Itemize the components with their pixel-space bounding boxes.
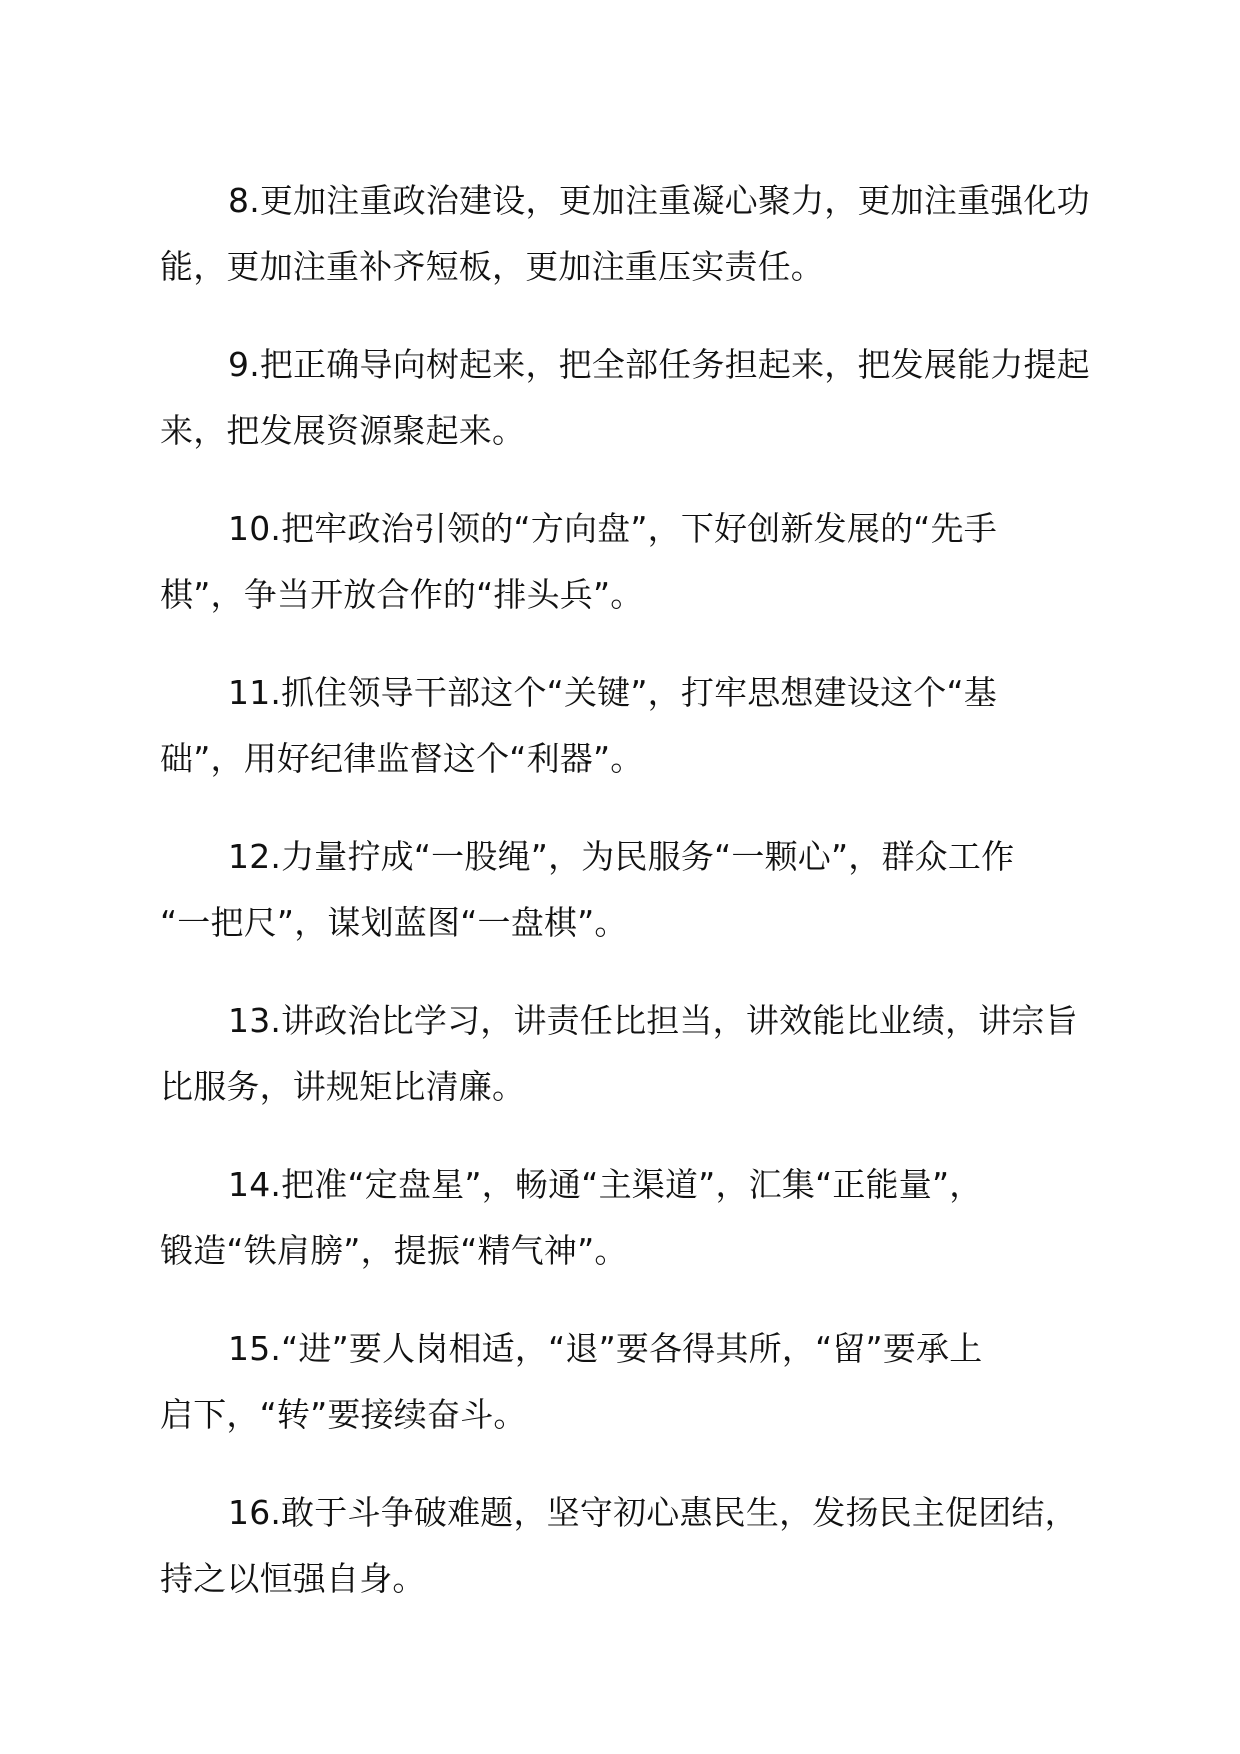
paragraph-line: 16.敢于斗争破难题，坚守初心惠民生，发扬民主促团结， [228,1493,1078,1532]
paragraph-12 [160,824,1090,956]
paragraph-line: 13.讲政治比学习，讲责任比担当，讲效能比业绩，讲宗旨 [228,1001,1078,1040]
paragraph-16 [160,1480,1090,1612]
paragraph-line: 棋”，争当开放合作的“排头兵”。 [160,575,644,614]
paragraph-14 [160,1152,1090,1284]
paragraph-13 [160,988,1090,1120]
paragraph-line: “一把尺”，谋划蓝图“一盘棋”。 [160,903,628,942]
paragraph-line: 础”，用好纪律监督这个“利器”。 [160,739,644,778]
paragraph-line: 锻造“铁肩膀”，提振“精气神”。 [160,1231,628,1270]
document-body [160,168,1090,1644]
paragraph-line: 14.把准“定盘星”，畅通“主渠道”，汇集“正能量”， [228,1165,983,1204]
paragraph-line: 来，把发展资源聚起来。 [160,411,526,450]
paragraph-line: 10.把牢政治引领的“方向盘”，下好创新发展的“先手 [228,509,997,548]
paragraph-15 [160,1316,1090,1448]
paragraph-11 [160,660,1090,792]
paragraph-line: 8.更加注重政治建设，更加注重凝心聚力，更加注重强化功 [228,181,1090,220]
paragraph-line: 15.“进”要人岗相适，“退”要各得其所，“留”要承上 [228,1329,983,1368]
paragraph-line: 9.把正确导向树起来，把全部任务担起来，把发展能力提起 [228,345,1090,384]
paragraph-10 [160,496,1090,628]
paragraph-line: 启下，“转”要接续奋斗。 [160,1395,527,1434]
paragraph-line: 12.力量拧成“一股绳”，为民服务“一颗心”，群众工作 [228,837,1015,876]
paragraph-line: 能，更加注重补齐短板，更加注重压实责任。 [160,247,824,286]
paragraph-line: 比服务，讲规矩比清廉。 [160,1067,526,1106]
paragraph-8 [160,168,1090,300]
paragraph-line: 持之以恒强自身。 [160,1559,426,1598]
paragraph-line: 11.抓住领导干部这个“关键”，打牢思想建设这个“基 [228,673,997,712]
paragraph-9 [160,332,1090,464]
